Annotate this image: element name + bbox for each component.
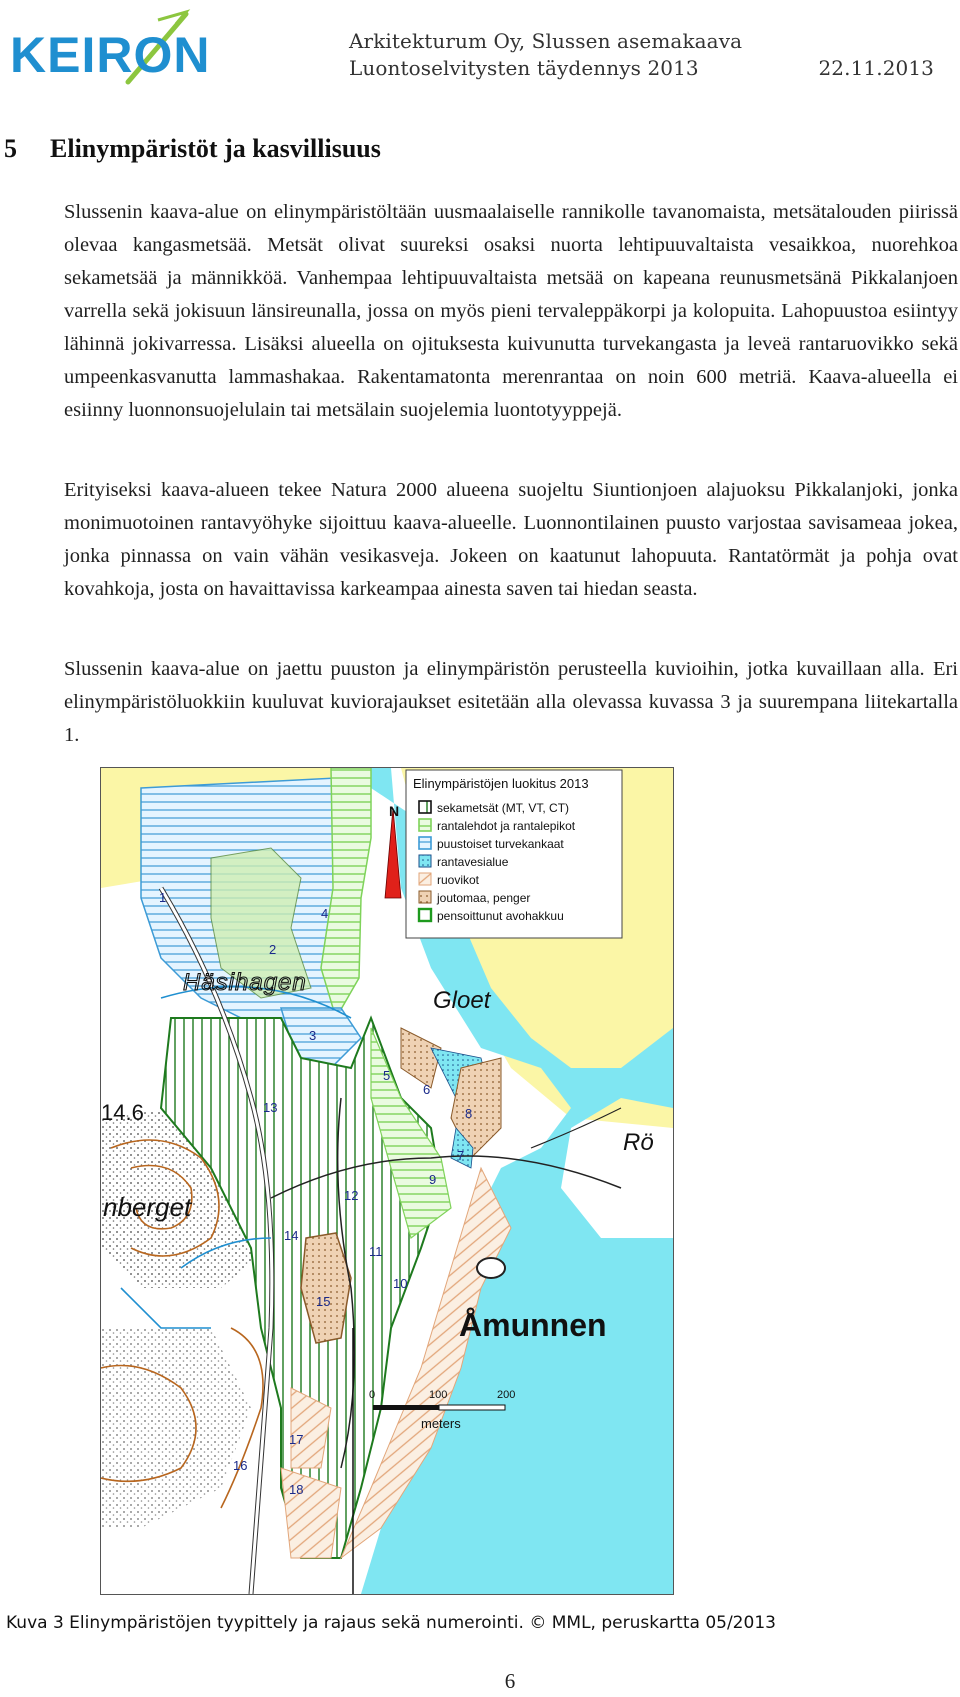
paragraph-natura: Erityiseksi kaava-alueen tekee Natura 2000 alueena suojeltu Siuntionjoen alajuoksu Pikkalanjoki, jonka monimuotoinen rantavyöhyke sijoittuu kaava-alueelle. Luonnontilainen puusto varjostaa savisameaa jokea, jonka pinnassa on vain vähän vesikasveja. Jokeen on kaatunut lahopuuta. Rantatörmät ja pohja ovat kovahkoja, josta on havaittavissa karkeampaa ainesta saven tai hiedan seasta. [64, 479, 958, 600]
area-number-7: 7 [457, 1148, 465, 1163]
legend-swatch-shore-water [419, 855, 431, 867]
area-number-16: 16 [233, 1458, 248, 1473]
habitat-map [100, 767, 674, 1595]
place-name-nberget: nberget [103, 1192, 192, 1222]
page-number: 6 [504, 1669, 516, 1693]
legend-label-shore-grove: rantalehdot ja rantalepikot [437, 819, 576, 833]
map-legend [406, 770, 622, 938]
area-number-5: 5 [383, 1068, 391, 1083]
area-number-11: 11 [369, 1244, 383, 1259]
section-number: 5 [4, 134, 17, 163]
legend-label-shore-water: rantavesialue [437, 855, 509, 869]
scale-tick-100: 100 [429, 1389, 448, 1401]
area-number-2: 2 [269, 942, 277, 957]
legend-title: Elinympäristöjen luokitus 2013 [413, 776, 589, 791]
area-number-18: 18 [289, 1482, 304, 1497]
legend-label-wasteland: joutomaa, penger [437, 891, 531, 905]
area-number-1: 1 [159, 890, 167, 905]
place-name-ro: Rö [623, 1129, 654, 1156]
section-heading [4, 134, 381, 164]
legend-label-peat-heath: puustoiset turvekankaat [437, 837, 564, 851]
area-number-3: 3 [309, 1028, 317, 1043]
legend-label-mixed-forest: sekametsät (MT, VT, CT) [437, 801, 570, 815]
header-client-title: Arkitekturum Oy, Slussen asemakaava [349, 29, 743, 53]
legend-label-reed: ruovikot [437, 873, 480, 887]
legend-swatch-shore-grove [419, 819, 431, 831]
place-name-hasihagen: Häsihagen [183, 969, 307, 996]
area-number-13: 13 [263, 1100, 278, 1115]
elevation-label: 14.6 [101, 1100, 144, 1125]
legend-swatch-reed [419, 873, 431, 885]
legend-swatch-wasteland [419, 891, 431, 903]
figure-caption: Kuva 3 Elinympäristöjen tyypittely ja rajaus sekä numerointi. © MML, peruskartta 05/2013 [6, 1613, 776, 1633]
islet [477, 1258, 505, 1278]
legend-swatch-mixed-forest [419, 801, 431, 813]
logo-wordmark: KEIRON [10, 27, 211, 83]
area-number-8: 8 [465, 1106, 473, 1121]
area-number-12: 12 [344, 1188, 359, 1203]
scale-tick-0: 0 [369, 1389, 376, 1401]
keiron-logo [8, 8, 213, 88]
area-number-14: 14 [284, 1228, 299, 1243]
legend-swatch-clearcut [419, 909, 431, 921]
scale-tick-200: 200 [497, 1389, 516, 1401]
section-title: Elinympäristöt ja kasvillisuus [50, 134, 381, 163]
area-number-9: 9 [429, 1172, 437, 1187]
area-number-6: 6 [423, 1082, 431, 1097]
legend-label-clearcut: pensoittunut avohakkuu [437, 909, 564, 923]
area-number-4: 4 [321, 906, 329, 921]
scale-unit: meters [421, 1416, 461, 1431]
place-name-amunnen: Åmunnen [459, 1307, 607, 1343]
north-label: N [389, 803, 400, 819]
place-name-gloet: Gloet [433, 987, 491, 1014]
header-report-title: Luontoselvitysten täydennys 2013 [349, 56, 699, 80]
header-date: 22.11.2013 [818, 56, 934, 80]
area-number-10: 10 [393, 1276, 408, 1291]
paragraph-divisions: Slussenin kaava-alue on jaettu puuston ja elinympäristön perusteella kuvioihin, jotka kuvaillaan alla. Eri elinympäristöluokkiin kuuluvat kuviorajaukset esitetään alla olevassa kuvassa 3 ja suurempana liitekartalla 1. [64, 658, 958, 746]
paragraph-habitats: Slussenin kaava-alue on elinympäristöltään uusmaalaiselle rannikolle tavanomaista, metsätalouden piirissä olevaa kangasmetsää. Metsät olivat suureksi osaksi nuorta lehtipuuvaltaista vesaikkoa, nuorehkoa sekametsää ja männikköä. Vanhempaa lehtipuuvaltaista metsää on kapeana reunusmetsänä Pikkalanjoen varrella sekä jokisuun länsireunalla, jossa on myös pieni tervaleppäkorpi ja kolopuita. Lahopuustoa esiintyy lähinnä jokivarressa. Lisäksi alueella on ojituksesta kuivunutta turvekangasta ja leveä rantaruovikko sekä umpeenkasvanutta lammashakaa. Rakentamatonta merenrantaa on noin 600 metriä. Kaava-alueella ei esiinny luonnonsuojelulain tai metsälain suojelemia luontotyyppejä. [64, 201, 958, 421]
area-number-17: 17 [289, 1432, 304, 1447]
legend-swatch-peat-heath [419, 837, 431, 849]
area-number-15: 15 [316, 1294, 331, 1309]
